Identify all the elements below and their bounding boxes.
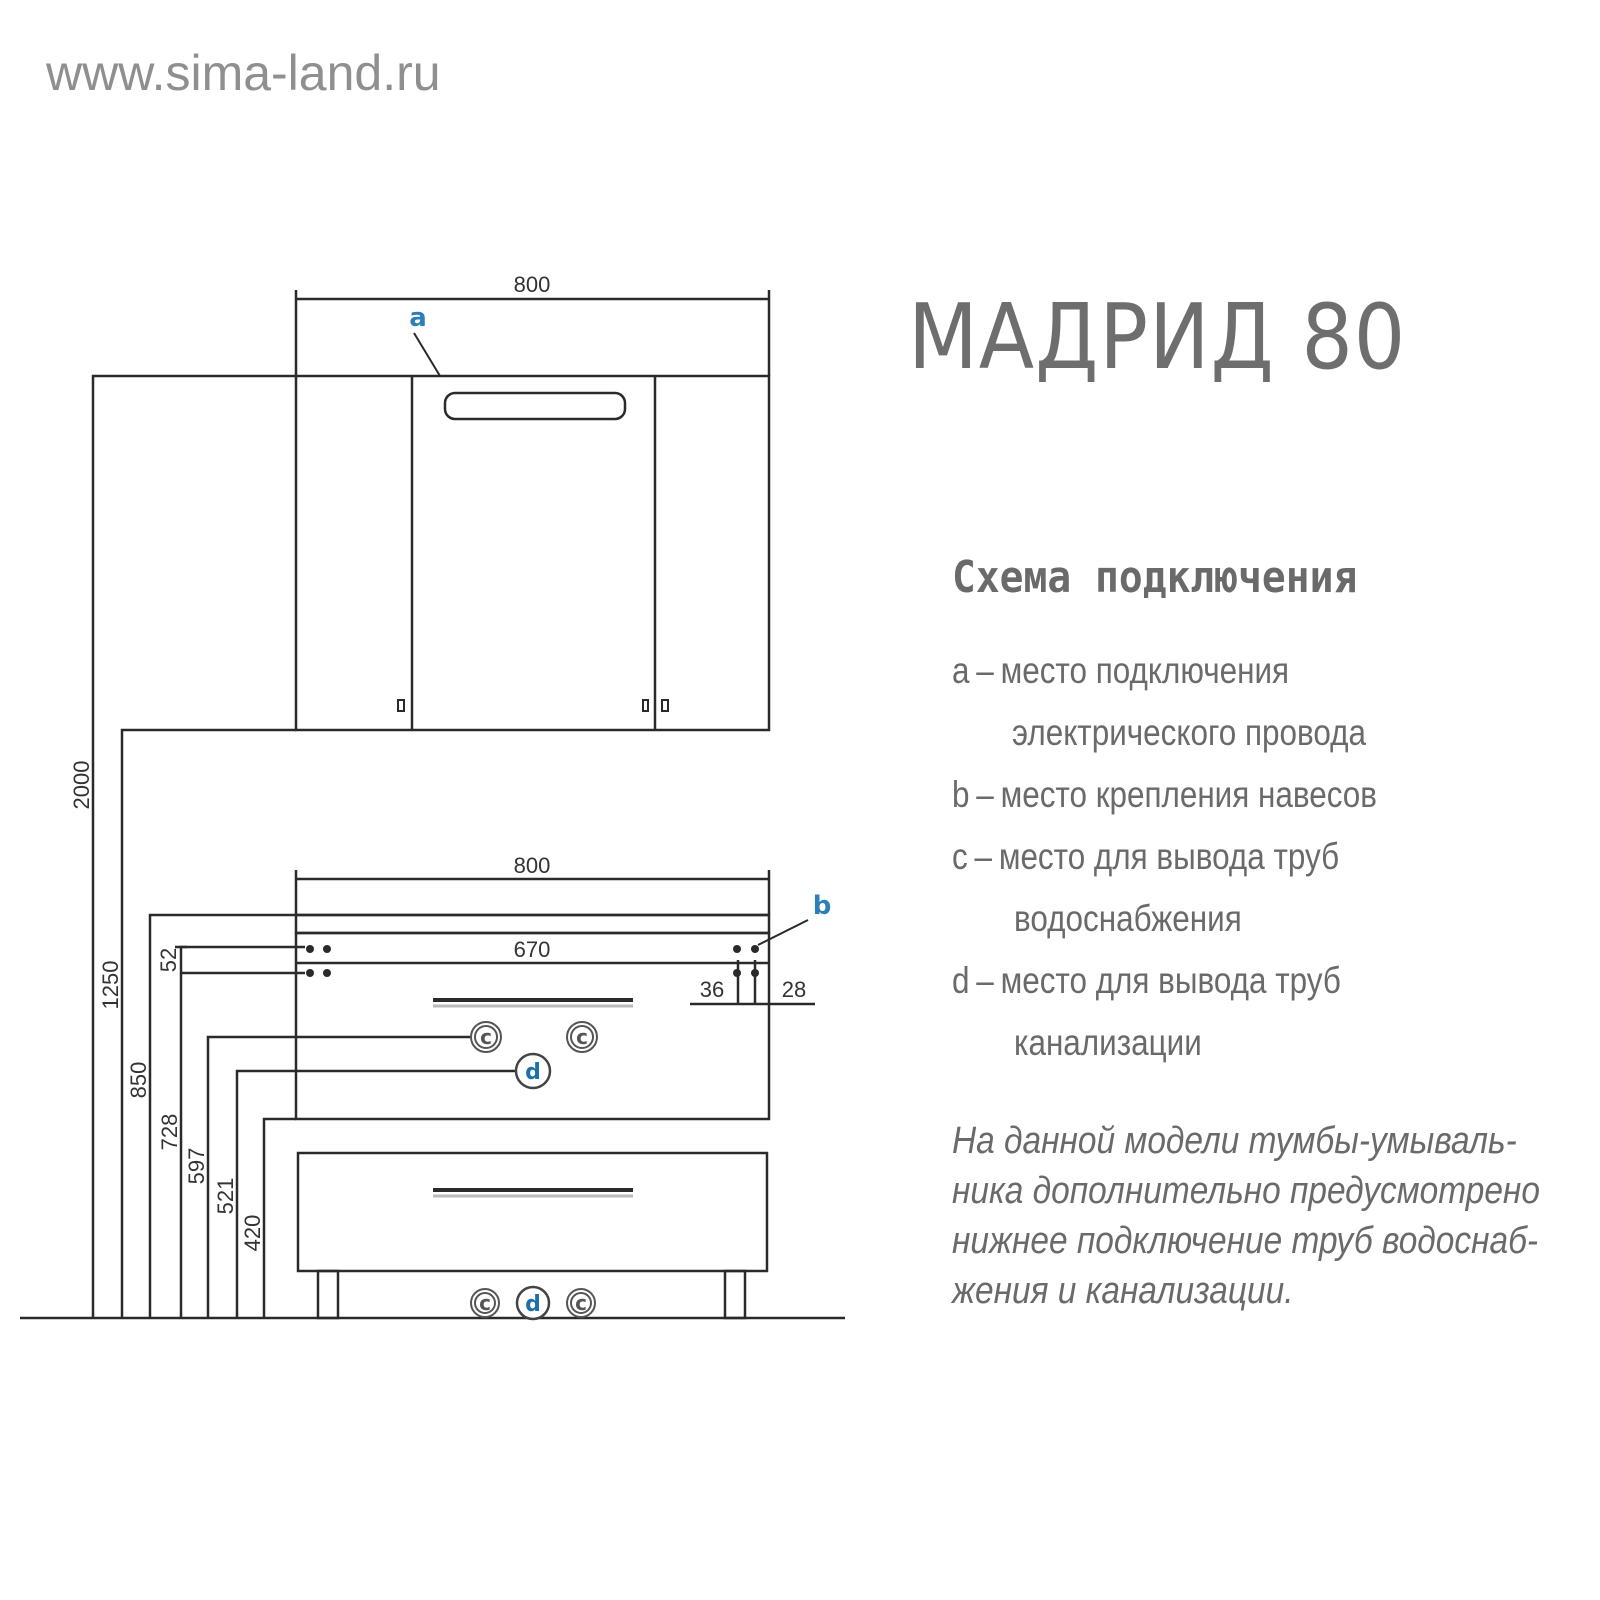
legend-text: место для вывода труб <box>998 836 1340 877</box>
dim-height-52: 52 <box>156 947 181 973</box>
dim-420-line <box>264 1119 296 1318</box>
legend-dash: – <box>976 650 994 691</box>
legend-text: место крепления навесов <box>1000 774 1377 815</box>
legend-item-c-continued: водоснабжения <box>1014 898 1242 939</box>
dim-height-597: 597 <box>184 1147 209 1185</box>
dim-height-521: 521 <box>213 1177 238 1215</box>
mount-hole <box>751 969 759 977</box>
vanity-drawer <box>298 1153 767 1271</box>
dim-offset-left: 36 <box>699 977 725 1002</box>
mirror-handle-right-2 <box>662 700 668 711</box>
mirror-handle-left <box>398 700 404 711</box>
marker-c-floor-right <box>567 1289 595 1317</box>
svg-text:c: c <box>479 1291 491 1315</box>
note-line: нижнее подключение труб водоснаб- <box>952 1220 1539 1262</box>
svg-text:d: d <box>525 1292 541 1317</box>
legend-item-d <box>952 960 1341 1002</box>
legend-item-a-continued: электрического провода <box>1012 712 1366 753</box>
mirror-handle-right-1 <box>643 700 648 711</box>
marker-d-floor <box>517 1287 549 1319</box>
svg-text:c: c <box>480 1025 492 1049</box>
marker-d-upper <box>516 1054 550 1088</box>
legend-key: b <box>952 774 970 815</box>
callout-a: a <box>409 303 427 333</box>
mount-hole <box>306 945 314 953</box>
mount-hole <box>306 969 314 977</box>
dim-height-1250: 1250 <box>98 960 123 1010</box>
connection-scheme-heading: Схема подключения <box>952 552 1358 603</box>
dim-height-728: 728 <box>157 1113 182 1151</box>
note-line: жения и канализации. <box>952 1270 1294 1312</box>
marker-c-upper-left <box>471 1022 501 1052</box>
mount-hole <box>733 945 741 953</box>
legend-item-a <box>952 650 1289 692</box>
dim-597-line <box>208 1037 473 1318</box>
legend-text: место для вывода труб <box>1000 960 1341 1001</box>
legend-text: место подключения <box>1000 650 1290 691</box>
dim-height-2000: 2000 <box>69 760 94 810</box>
legend-key: d <box>952 960 970 1001</box>
dim-mount-span: 670 <box>513 937 551 962</box>
mount-hole <box>323 969 331 977</box>
legend-key: c <box>952 836 968 877</box>
legend-item-d-continued: канализации <box>1014 1022 1202 1063</box>
vanity-leg-right <box>725 1271 745 1318</box>
vanity-countertop <box>296 915 769 933</box>
dim-728-line <box>181 947 305 1318</box>
dim-height-420: 420 <box>240 1214 265 1252</box>
legend-key: a <box>952 650 970 691</box>
legend-dash: – <box>974 836 993 877</box>
note-line: На данной модели тумбы-умываль- <box>952 1120 1517 1162</box>
dim-cabinet-width: 800 <box>513 853 551 878</box>
legend-item-c <box>952 836 1339 878</box>
dim-850-line <box>150 915 769 1318</box>
legend-item-b <box>952 774 1377 816</box>
callout-a-leader <box>414 333 440 376</box>
mount-hole <box>733 969 741 977</box>
mirror-light <box>445 393 625 419</box>
mount-hole <box>323 945 331 953</box>
dim-mirror-width: 800 <box>513 272 551 297</box>
legend-dash: – <box>976 960 994 1001</box>
marker-c-upper-right <box>567 1022 597 1052</box>
svg-text:d: d <box>525 1060 541 1085</box>
legend-dash: – <box>976 774 994 815</box>
dim-height-850: 850 <box>126 1061 151 1099</box>
mirror-cabinet <box>296 376 769 730</box>
svg-text:c: c <box>576 1025 588 1049</box>
vanity-leg-left <box>318 1271 338 1318</box>
watermark: www.sima-land.ru <box>46 45 441 101</box>
svg-text:c: c <box>575 1291 587 1315</box>
callout-b: b <box>812 891 832 921</box>
marker-c-floor-left <box>471 1289 499 1317</box>
note-line: ника дополнительно предусмотрено <box>952 1170 1540 1212</box>
model-title: МАДРИД 80 <box>908 285 1407 390</box>
mount-hole <box>751 945 759 953</box>
dim-offset-right: 28 <box>781 977 807 1002</box>
